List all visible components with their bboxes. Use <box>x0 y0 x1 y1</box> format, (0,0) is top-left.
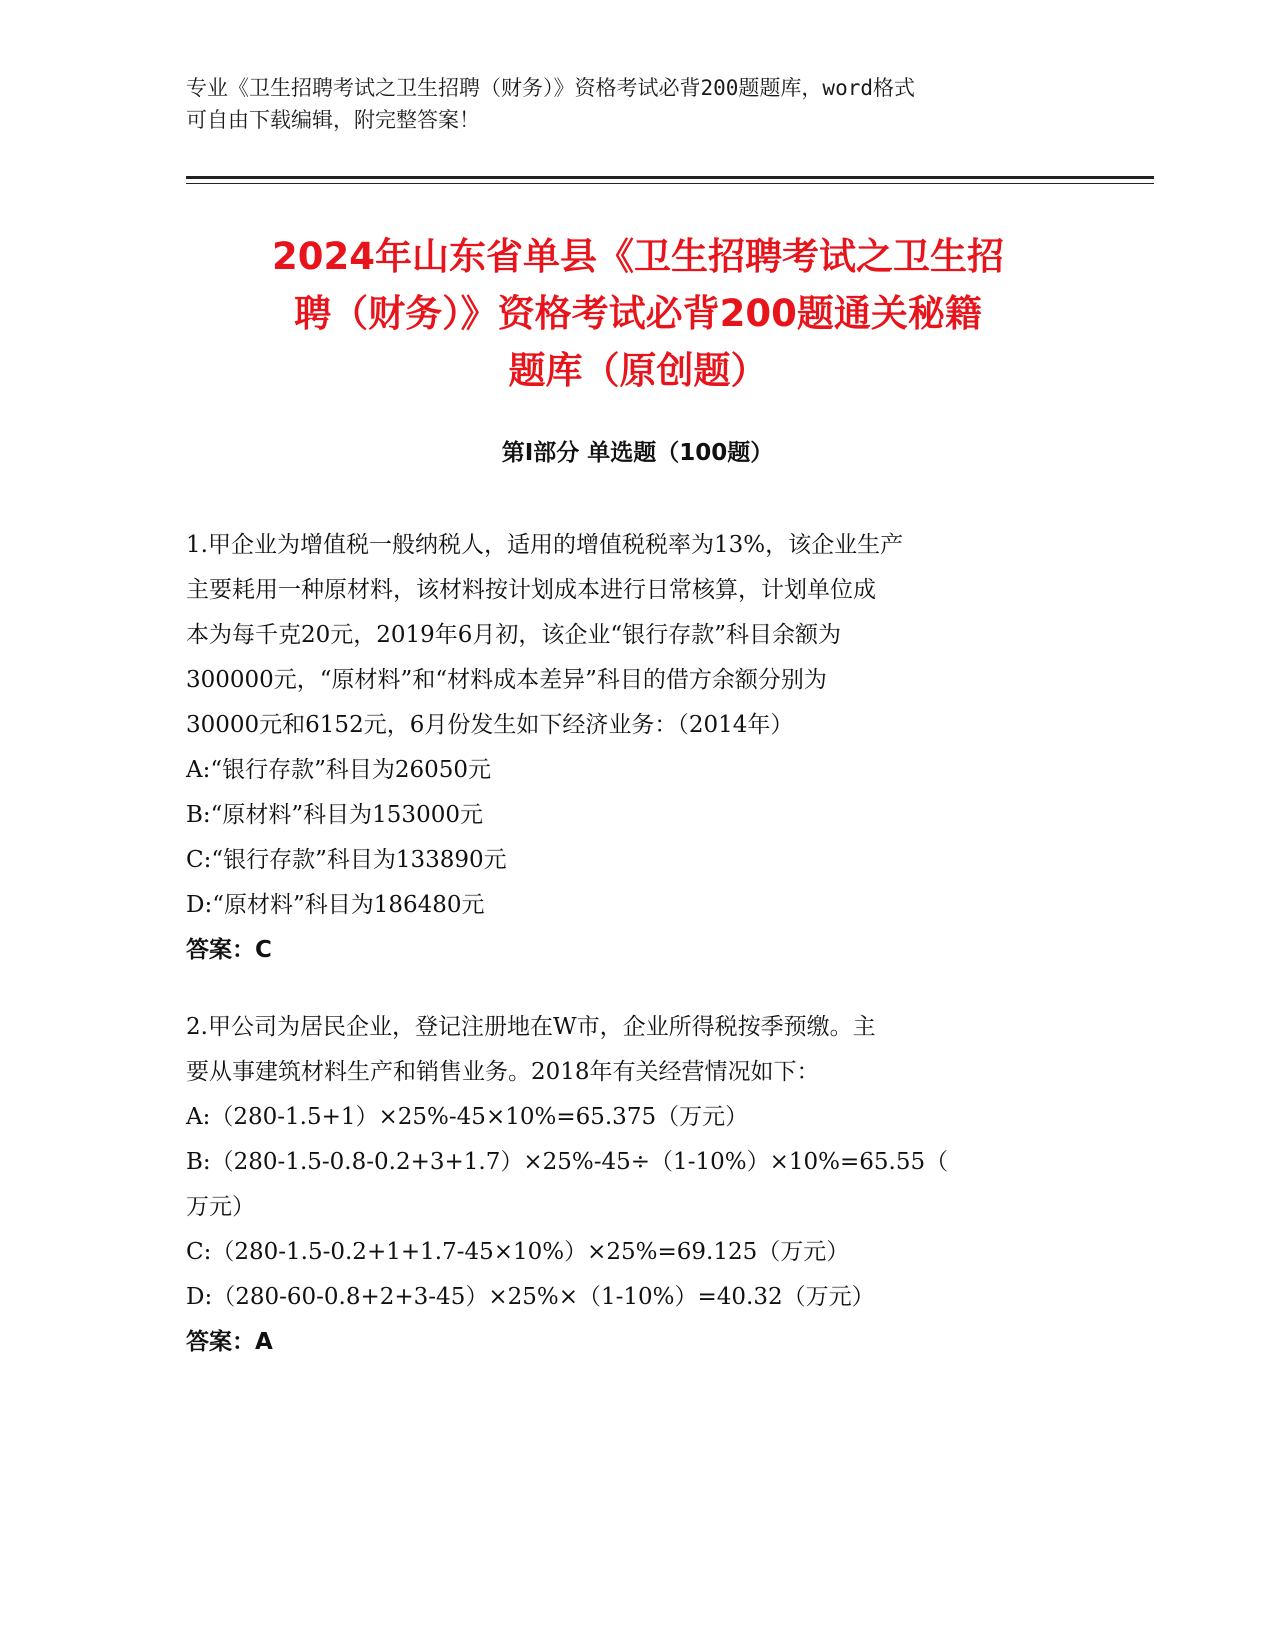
question-1-stem-line-4: 300000元，“原材料”和“材料成本差异”科目的借方余额分别为 <box>186 667 827 693</box>
question-1 <box>186 523 1081 973</box>
question-2 <box>186 1005 1081 1365</box>
document-title-line-2: 聘（财务）》资格考试必背200题通关秘籍 <box>294 292 982 335</box>
question-2-option-a: A:（280-1.5+1）×25%-45×10%=65.375（万元） <box>186 1104 749 1130</box>
question-1-stem-line-3: 本为每千克20元，2019年6月初，该企业“银行存款”科目余额为 <box>186 622 841 648</box>
question-1-option-d: D:“原材料”科目为186480元 <box>186 892 485 918</box>
question-2-stem-line-1: 2.甲公司为居民企业，登记注册地在W市，企业所得税按季预缴。主 <box>186 1014 876 1040</box>
question-2-answer: 答案：A <box>186 1329 273 1355</box>
header-note <box>186 72 1066 136</box>
question-1-option-b: B:“原材料”科目为153000元 <box>186 802 483 828</box>
header-rule-thin <box>186 183 1154 184</box>
question-1-option-a: A:“银行存款”科目为26050元 <box>186 757 492 783</box>
question-2-option-c: C:（280-1.5-0.2+1+1.7-45×10%）×25%=69.125（万元） <box>186 1239 850 1265</box>
header-rule-thick <box>186 176 1154 179</box>
header-note-line-1: 专业《卫生招聘考试之卫生招聘（财务）》资格考试必背200题题库，word格式 <box>186 76 915 100</box>
header-note-line-2: 可自由下载编辑，附完整答案！ <box>186 108 480 132</box>
section-title: 第Ⅰ部分 单选题（100题） <box>501 440 774 466</box>
question-1-stem-line-1: 1.甲企业为增值税一般纳税人，适用的增值税税率为13%，该企业生产 <box>186 532 904 558</box>
question-list <box>186 523 1081 1397</box>
question-2-option-d: D:（280-60-0.8+2+3-45）×25%×（1-10%）=40.32（万元） <box>186 1284 875 1310</box>
question-1-stem-line-2: 主要耗用一种原材料，该材料按计划成本进行日常核算，计划单位成 <box>186 577 876 603</box>
document-title <box>170 228 1106 399</box>
question-1-option-c: C:“银行存款”科目为133890元 <box>186 847 507 873</box>
document-title-line-3: 题库（原创题） <box>508 349 768 392</box>
question-1-stem-line-5: 30000元和6152元，6月份发生如下经济业务：（2014年） <box>186 712 794 738</box>
question-2-option-b: B:（280-1.5-0.8-0.2+3+1.7）×25%-45÷（1-10%）×10%=65.55（ 万元） <box>186 1149 949 1220</box>
document-title-line-1: 2024年山东省单县《卫生招聘考试之卫生招 <box>272 235 1004 278</box>
question-1-answer: 答案：C <box>186 937 272 963</box>
question-2-stem-line-2: 要从事建筑材料生产和销售业务。2018年有关经营情况如下： <box>186 1059 820 1085</box>
